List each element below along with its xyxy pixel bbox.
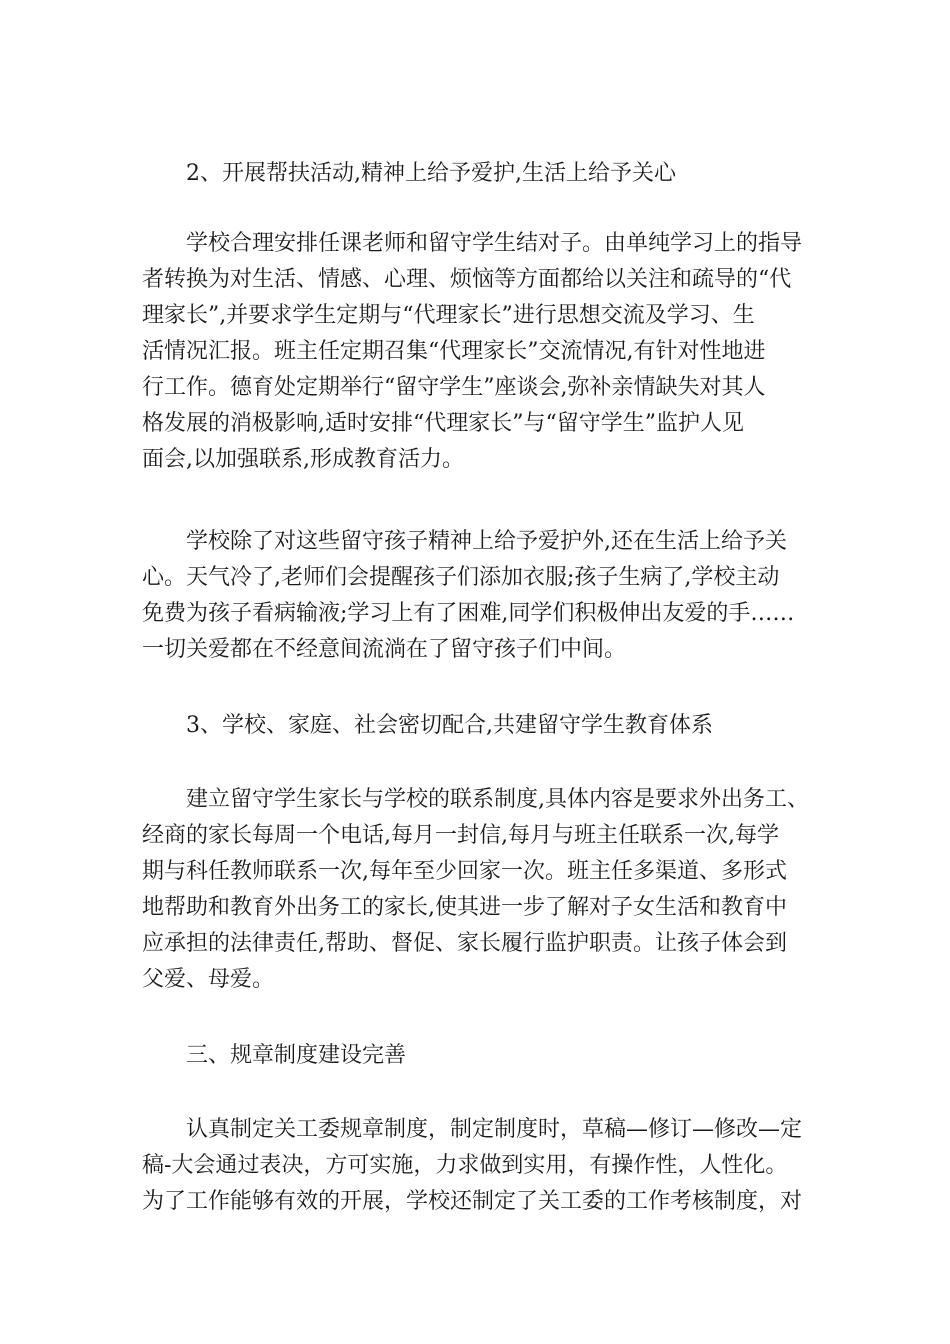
paragraph-line: 行工作。德育处定期举行“留守学生”座谈会,弥补亲情缺失对其人 — [142, 375, 766, 400]
paragraph-line: 期与科任教师联系一次,每年至少回家一次。班主任多渠道、多形式 — [142, 859, 787, 884]
paragraph-line: 为了工作能够有效的开展，学校还制定了关工委的工作考核制度，对 — [142, 1189, 803, 1214]
paragraph-line: 理家长”,并要求学生定期与“代理家长”进行思想交流及学习、生 — [142, 303, 755, 328]
paragraph-line: 格发展的消极影响,适时安排“代理家长”与“留守学生”监护人见 — [142, 411, 744, 436]
paragraph-line: 建立留守学生家长与学校的联系制度,具体内容是要求外出务工、 — [186, 787, 809, 812]
paragraph-line: 学校除了对这些留守孩子精神上给予爱护外,还在生活上给予关 — [186, 529, 787, 554]
paragraph-line: 一切关爱都在不经意间流淌在了留守孩子们中间。 — [142, 637, 627, 662]
paragraph-line: 父爱、母爱。 — [142, 967, 275, 992]
heading-2: 2、开展帮扶活动,精神上给予爱护,生活上给予关心 — [186, 161, 676, 186]
paragraph-line: 活情况汇报。班主任定期召集“代理家长”交流情况,有针对性地进 — [142, 339, 766, 364]
section-heading: 三、规章制度建设完善 — [186, 1043, 407, 1068]
paragraph-line: 者转换为对生活、情感、心理、烦恼等方面都给以关注和疏导的“代 — [142, 267, 792, 292]
paragraph-line: 免费为孩子看病输液;学习上有了困难,同学们积极伸出友爱的手…… — [142, 601, 795, 626]
paragraph-line: 地帮助和教育外出务工的家长,使其进一步了解对子女生活和教育中 — [142, 895, 787, 920]
paragraph-line: 稿-大会通过表决，方可实施，力求做到实用，有操作性，人性化。 — [142, 1153, 788, 1178]
paragraph-line: 面会,以加强联系,形成教育活力。 — [142, 447, 464, 472]
paragraph-line: 学校合理安排任课老师和留守学生结对子。由单纯学习上的指导 — [186, 231, 803, 256]
paragraph-line: 认真制定关工委规章制度，制定制度时，草稿—修订—修改—定 — [186, 1117, 803, 1142]
paragraph-line: 经商的家长每周一个电话,每月一封信,每月与班主任联系一次,每学 — [142, 823, 779, 848]
heading-3: 3、学校、家庭、社会密切配合,共建留守学生教育体系 — [186, 713, 713, 738]
paragraph-line: 应承担的法律责任,帮助、督促、家长履行监护职责。让孩子体会到 — [142, 931, 787, 956]
paragraph-line: 心。天气冷了,老师们会提醒孩子们添加衣服;孩子生病了,学校主动 — [142, 565, 780, 590]
